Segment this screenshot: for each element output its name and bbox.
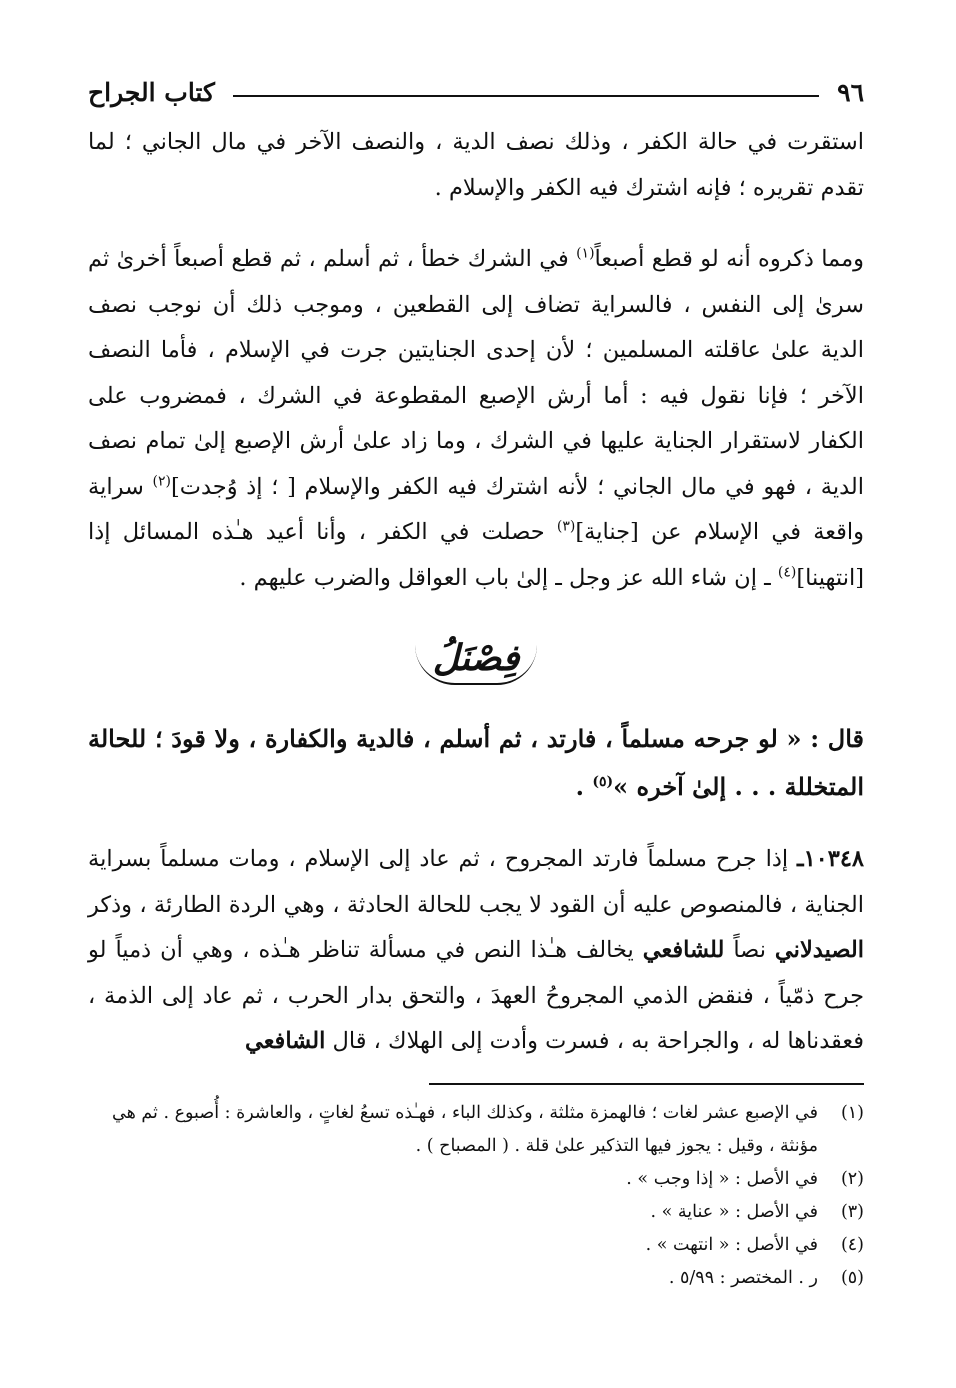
footnotes xyxy=(88,1097,864,1295)
quoted-text xyxy=(88,715,864,811)
footnote-text: في الإصبع عشر لغات ؛ فالهمزة مثلثة ، وكذلك الباء ، فهـٰذه تسعُ لغاتٍ ، والعاشرة : أُصبوع . ثم هي مؤنثة ، وقيل : يجوز فيها التذكير علىٰ قلة . ( المصباح ) . xyxy=(111,1102,818,1156)
book-title: كتاب الجراح xyxy=(88,77,215,107)
footnote-number: (٢) xyxy=(840,1168,864,1189)
paragraph-1: استقرت في حالة الكفر ، وذلك نصف الدية ، والنصف الآخر في مال الجاني ؛ لما تقدم تقريره ؛ فإنه اشترك فيه الكفر والإسلام . xyxy=(88,129,864,201)
footnote-number: (١) xyxy=(840,1102,864,1123)
footnote xyxy=(88,1262,864,1295)
running-header xyxy=(88,70,864,114)
p2-text-a: ومما ذكروه أنه لو قطع أصبعاً xyxy=(594,246,864,272)
p2-text-c: سراية واقعة في الإسلام عن [جناية] xyxy=(88,473,864,545)
p3-text-b: نصاً xyxy=(724,937,775,963)
paragraph-3 xyxy=(88,837,864,1065)
footnote-separator xyxy=(429,1083,864,1085)
footnote-text: في الأصل : « إذا وجب » . xyxy=(626,1168,818,1189)
page-number: ٩٦ xyxy=(837,77,864,107)
footnote xyxy=(88,1097,864,1163)
footnote-number: (٤) xyxy=(840,1234,864,1255)
footnote xyxy=(88,1229,864,1262)
p2-text-b: في الشرك خطأ ، ثم أسلم ، ثم قطع أصبعاً أخرىٰ ثم سرىٰ إلى النفس ، فالسراية تضاف إلى القطعين ، وموجب ذلك أن نوجب نصف الدية علىٰ عاقلته المسلمين ؛ لأن إحدى الجنايتين جرت في الإسلام ، فأما النصف الآخر ؛ فإنا نقول فيه : أما أرش الإصبع المقطوعة في الشرك ، فمضروب على الكفار لاستقرار الجناية عليها في الشرك ، وما زاد علىٰ أرش الإصبع إلىٰ تمام نصف الدية ، فهو في مال الجاني ؛ لأنه اشترك فيه الكفر والإسلام [ ؛ إذ وُجدت] xyxy=(88,246,864,500)
footnote-text: في الأصل : « انتهت » . xyxy=(645,1234,818,1255)
p2-text-d: حصلت في الكفر ، وأنا أعيد هـٰذه المسائل إذا [انتهينا] xyxy=(88,519,864,591)
p2-text-e: ـ إن شاء الله عز وجل ـ إلىٰ باب العواقل والضرب عليهم . xyxy=(239,564,778,591)
footnote-ref-2: (٢) xyxy=(152,473,172,489)
name-shafii-2: الشافعي xyxy=(244,1028,326,1054)
footnote-text: ر . المختصر : ٥/٩٩ . xyxy=(668,1267,818,1288)
p3-text-a: إذا جرح مسلماً فارتد المجروح ، ثم عاد إلى الإسلام ، ومات مسلماً بسراية الجناية ، فالمنصوص عليه أن القود لا يجب للحالة الحادثة ، وهي الردة الطارئة ، وذكر xyxy=(88,846,864,918)
section-heading: فِصْنَلُ xyxy=(415,637,538,685)
footnote-ref-3: (٣) xyxy=(556,518,576,535)
footnote-number: (٣) xyxy=(840,1201,864,1222)
footnote xyxy=(88,1196,864,1229)
footnote-text: في الأصل : « عناية » . xyxy=(650,1201,818,1222)
header-rule xyxy=(233,95,819,97)
paragraph-number: ١٠٣٤٨ـ xyxy=(796,846,864,872)
footnote-ref-1: (١) xyxy=(576,245,595,262)
p3-text-c: يخالف هـٰذا النص في مسألة تناظر هـٰذه ، وهي أن ذمياً لو جرح ذمّياً ، فنقض الذمي المجروحُ العهدَ ، والتحق بدار الحرب ، ثم عاد إلى الذمة ، فعقدناها له ، والجراحة به ، فسرت وأدت إلى الهلاك ، قال xyxy=(88,937,864,1054)
footnote-number: (٥) xyxy=(840,1267,864,1288)
name-saidalani: الصيدلاني xyxy=(774,937,864,963)
quote-text-b: . xyxy=(575,772,593,801)
name-shafii-1: للشافعي xyxy=(642,937,725,963)
footnote-ref-4: (٤) xyxy=(777,564,797,580)
section-heading-wrap xyxy=(88,637,864,685)
quote-text-a: قال : « لو جرحه مسلماً ، فارتد ، ثم أسلم ، فالدية والكفارة ، ولا قودَ ؛ للحالة المتخللة . . . إلىٰ آخره » xyxy=(88,724,864,801)
footnote-ref-5: (٥) xyxy=(592,774,614,790)
paragraph-2 xyxy=(88,237,864,601)
footnote xyxy=(88,1163,864,1196)
